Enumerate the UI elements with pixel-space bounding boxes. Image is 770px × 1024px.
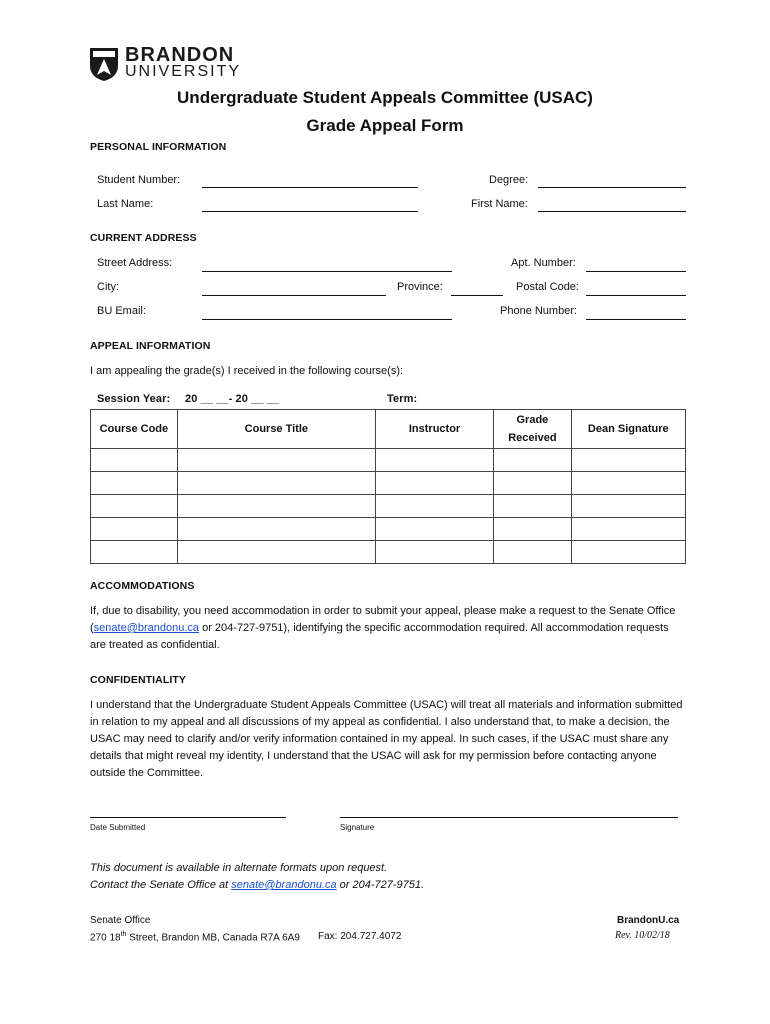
table-cell[interactable] xyxy=(375,518,493,541)
appeal-intro-text: I am appealing the grade(s) I received in the following course(s): xyxy=(90,365,404,377)
province-label: Province: xyxy=(397,281,443,293)
table-cell[interactable] xyxy=(375,449,493,472)
course-table xyxy=(90,409,686,564)
table-row xyxy=(91,518,686,541)
bu-email-field[interactable] xyxy=(202,319,452,320)
first-name-field[interactable] xyxy=(538,211,686,212)
city-label: City: xyxy=(97,281,119,293)
table-cell[interactable] xyxy=(494,472,571,495)
table-cell[interactable] xyxy=(375,472,493,495)
bu-email-label: BU Email: xyxy=(97,305,146,317)
table-cell[interactable] xyxy=(571,472,685,495)
table-cell[interactable] xyxy=(571,518,685,541)
contact-senate-note xyxy=(90,877,424,894)
footer-fax: Fax: 204.727.4072 xyxy=(318,931,402,942)
appeal-info-heading: APPEAL INFORMATION xyxy=(90,340,211,352)
street-address-field[interactable] xyxy=(202,271,452,272)
accommodations-text-a: If, due to disability, you need accommodation in order to submit your appeal, please make a request to the Senate Office ( xyxy=(90,605,676,634)
table-cell[interactable] xyxy=(177,518,375,541)
student-number-field[interactable] xyxy=(202,187,418,188)
signature-field[interactable] xyxy=(340,817,678,818)
footer-website[interactable]: BrandonU.ca xyxy=(617,915,680,926)
table-cell[interactable] xyxy=(494,495,571,518)
footer-revision: Rev. 10/02/18 xyxy=(615,930,670,941)
senate-email-link[interactable]: senate@brandonu.ca xyxy=(93,622,200,634)
street-address-label: Street Address: xyxy=(97,257,173,269)
city-field[interactable] xyxy=(202,295,386,296)
phone-number-label: Phone Number: xyxy=(500,305,578,317)
col-dean-signature: Dean Signature xyxy=(571,410,685,449)
form-subtitle: Grade Appeal Form xyxy=(306,116,464,135)
table-cell[interactable] xyxy=(91,449,178,472)
table-cell[interactable] xyxy=(494,518,571,541)
date-submitted-label: Date Submitted xyxy=(90,823,146,832)
apt-number-label: Apt. Number: xyxy=(511,257,576,269)
table-row xyxy=(91,472,686,495)
table-cell[interactable] xyxy=(91,495,178,518)
postal-code-field[interactable] xyxy=(586,295,686,296)
table-cell[interactable] xyxy=(177,472,375,495)
confidentiality-heading: CONFIDENTIALITY xyxy=(90,674,186,686)
table-cell[interactable] xyxy=(375,495,493,518)
table-cell[interactable] xyxy=(91,518,178,541)
apt-number-field[interactable] xyxy=(586,271,686,272)
table-cell[interactable] xyxy=(494,541,571,564)
accommodations-heading: ACCOMMODATIONS xyxy=(90,580,195,592)
signature-label: Signature xyxy=(340,823,375,832)
table-cell[interactable] xyxy=(571,495,685,518)
alternate-formats-note: This document is available in alternate formats upon request. xyxy=(90,862,388,874)
table-cell[interactable] xyxy=(571,541,685,564)
contact-text-b: or 204-727-9751. xyxy=(336,879,425,891)
table-cell[interactable] xyxy=(375,541,493,564)
student-number-label: Student Number: xyxy=(97,174,181,186)
last-name-label: Last Name: xyxy=(97,198,154,210)
col-instructor: Instructor xyxy=(375,410,493,449)
current-address-heading: CURRENT ADDRESS xyxy=(90,232,197,244)
footer-address xyxy=(90,931,300,943)
brandon-university-logo xyxy=(89,44,242,82)
col-course-title: Course Title xyxy=(177,410,375,449)
accommodations-text xyxy=(90,603,686,654)
col-course-code: Course Code xyxy=(91,410,178,449)
accommodations-text-b: or 204-727-9751), identifying the specific accommodation required. All accommodation requests are treated as confidential. xyxy=(90,622,669,651)
confidentiality-text: I understand that the Undergraduate Student Appeals Committee (USAC) will treat all materials and information submitted in relation to my appeal and all discussions of my appeal as confidential. I also understand that, to make a decision, the USAC may need to clarify and/or verify information contained in my appeal. In such cases, if the USAC must share any details that might reveal my identity, I understand that the USAC will ask for my permission before contacting anyone outside the Committee. xyxy=(90,699,683,779)
degree-field[interactable] xyxy=(538,187,686,188)
personal-info-heading: PERSONAL INFORMATION xyxy=(90,141,227,153)
course-table-header xyxy=(91,410,686,449)
postal-code-label: Postal Code: xyxy=(516,281,579,293)
footer-address-number: 270 18 xyxy=(90,932,121,944)
senate-email-link-2[interactable]: senate@brandonu.ca xyxy=(231,879,337,891)
table-cell[interactable] xyxy=(177,449,375,472)
last-name-field[interactable] xyxy=(202,211,418,212)
table-cell[interactable] xyxy=(571,449,685,472)
table-cell[interactable] xyxy=(91,541,178,564)
table-row xyxy=(91,541,686,564)
footer-address-sup: th xyxy=(120,931,127,938)
shield-crest-icon xyxy=(89,46,119,82)
table-row xyxy=(91,495,686,518)
province-field[interactable] xyxy=(451,295,503,296)
table-row xyxy=(91,449,686,472)
table-cell[interactable] xyxy=(494,449,571,472)
session-year-value[interactable]: 20 __ __- 20 __ __ xyxy=(185,393,280,405)
form-title: Undergraduate Student Appeals Committee (USAC) xyxy=(177,88,593,107)
table-cell[interactable] xyxy=(177,541,375,564)
phone-number-field[interactable] xyxy=(586,319,686,320)
degree-label: Degree: xyxy=(489,174,529,186)
table-cell[interactable] xyxy=(177,495,375,518)
logo-brandon-text: BRANDON xyxy=(125,44,235,66)
date-submitted-field[interactable] xyxy=(90,817,286,818)
contact-text-a: Contact the Senate Office at xyxy=(90,879,232,891)
logo-university-text: UNIVERSITY xyxy=(125,63,242,80)
session-year-label: Session Year: xyxy=(97,393,171,405)
first-name-label: First Name: xyxy=(471,198,528,210)
col-grade-received: Grade Received xyxy=(494,410,571,449)
footer-address-rest: Street, Brandon MB, Canada R7A 6A9 xyxy=(126,932,300,944)
footer-office: Senate Office xyxy=(90,915,151,926)
term-label: Term: xyxy=(387,393,418,405)
table-cell[interactable] xyxy=(91,472,178,495)
